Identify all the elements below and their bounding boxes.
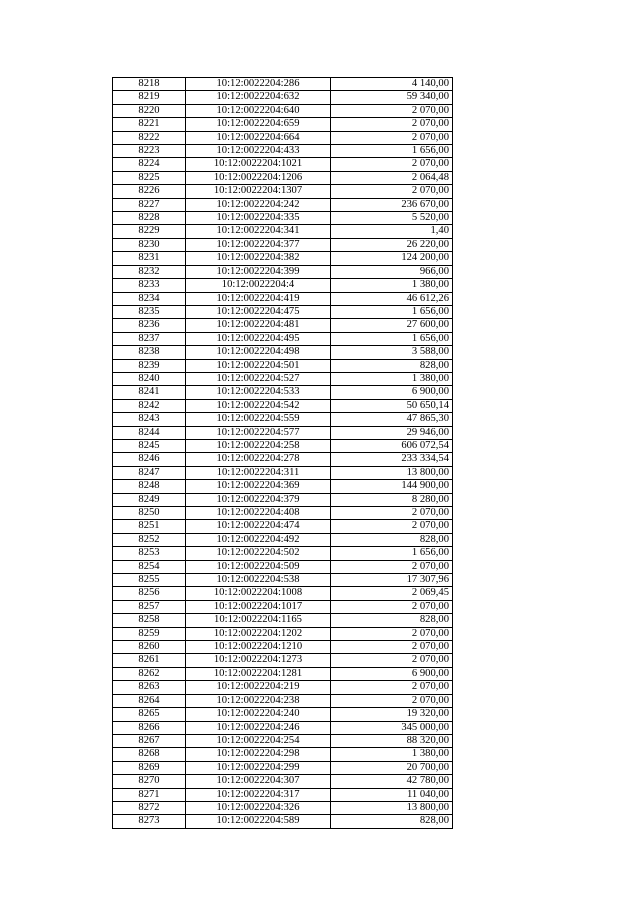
cadastral-number-cell: 10:12:0022204:382 [186,252,331,265]
table-row [113,627,453,640]
row-id-cell: 8246 [113,453,186,466]
row-id-cell: 8273 [113,815,186,828]
amount-cell: 27 600,00 [331,319,453,332]
cadastral-number-cell: 10:12:0022204:664 [186,131,331,144]
amount-cell: 2 070,00 [331,694,453,707]
amount-cell: 59 340,00 [331,91,453,104]
row-id-cell: 8224 [113,158,186,171]
amount-cell: 1 656,00 [331,332,453,345]
cadastral-number-cell: 10:12:0022204:317 [186,788,331,801]
table-row [113,171,453,184]
table-row [113,815,453,828]
cadastral-number-cell: 10:12:0022204:258 [186,439,331,452]
table-row [113,198,453,211]
amount-cell: 19 320,00 [331,708,453,721]
row-id-cell: 8235 [113,305,186,318]
amount-cell: 2 070,00 [331,104,453,117]
amount-cell: 124 200,00 [331,252,453,265]
table-row [113,145,453,158]
amount-cell: 966,00 [331,265,453,278]
cadastral-number-cell: 10:12:0022204:492 [186,533,331,546]
amount-cell: 2 064,48 [331,171,453,184]
row-id-cell: 8242 [113,399,186,412]
amount-cell: 11 040,00 [331,788,453,801]
table-row [113,439,453,452]
cadastral-number-cell: 10:12:0022204:299 [186,761,331,774]
cadastral-number-cell: 10:12:0022204:1281 [186,667,331,680]
cadastral-number-cell: 10:12:0022204:1206 [186,171,331,184]
row-id-cell: 8223 [113,145,186,158]
amount-cell: 5 520,00 [331,212,453,225]
amount-cell: 47 865,30 [331,413,453,426]
table-row [113,413,453,426]
amount-cell: 20 700,00 [331,761,453,774]
table-row [113,252,453,265]
table-row [113,681,453,694]
row-id-cell: 8255 [113,574,186,587]
amount-cell: 6 900,00 [331,386,453,399]
amount-cell: 606 072,54 [331,439,453,452]
cadastral-number-cell: 10:12:0022204:527 [186,372,331,385]
amount-cell: 345 000,00 [331,721,453,734]
table-row [113,761,453,774]
row-id-cell: 8253 [113,547,186,560]
row-id-cell: 8270 [113,775,186,788]
cadastral-number-cell: 10:12:0022204:254 [186,734,331,747]
amount-cell: 233 334,54 [331,453,453,466]
cadastral-number-cell: 10:12:0022204:559 [186,413,331,426]
row-id-cell: 8226 [113,185,186,198]
row-id-cell: 8233 [113,279,186,292]
cadastral-number-cell: 10:12:0022204:238 [186,694,331,707]
amount-cell: 1 380,00 [331,748,453,761]
cadastral-number-cell: 10:12:0022204:589 [186,815,331,828]
amount-cell: 2 070,00 [331,560,453,573]
table-row [113,131,453,144]
table-row [113,372,453,385]
amount-cell: 13 800,00 [331,466,453,479]
row-id-cell: 8269 [113,761,186,774]
row-id-cell: 8218 [113,78,186,91]
row-id-cell: 8256 [113,587,186,600]
cadastral-number-cell: 10:12:0022204:632 [186,91,331,104]
table-row [113,507,453,520]
table-row [113,600,453,613]
table-row [113,78,453,91]
cadastral-number-cell: 10:12:0022204:379 [186,493,331,506]
row-id-cell: 8244 [113,426,186,439]
table-row [113,453,453,466]
table-row [113,654,453,667]
row-id-cell: 8245 [113,439,186,452]
amount-cell: 29 946,00 [331,426,453,439]
table-row [113,587,453,600]
table-row [113,493,453,506]
table-row [113,185,453,198]
cadastral-number-cell: 10:12:0022204:246 [186,721,331,734]
cadastral-number-cell: 10:12:0022204:495 [186,332,331,345]
cadastral-number-cell: 10:12:0022204:577 [186,426,331,439]
table-row [113,533,453,546]
cadastral-number-cell: 10:12:0022204:369 [186,480,331,493]
row-id-cell: 8220 [113,104,186,117]
cadastral-number-cell: 10:12:0022204:1307 [186,185,331,198]
cadastral-number-cell: 10:12:0022204:399 [186,265,331,278]
cadastral-number-cell: 10:12:0022204:298 [186,748,331,761]
cadastral-number-cell: 10:12:0022204:640 [186,104,331,117]
row-id-cell: 8239 [113,359,186,372]
row-id-cell: 8254 [113,560,186,573]
row-id-cell: 8265 [113,708,186,721]
amount-cell: 236 670,00 [331,198,453,211]
table-row [113,775,453,788]
cadastral-number-cell: 10:12:0022204:433 [186,145,331,158]
cadastral-number-cell: 10:12:0022204:219 [186,681,331,694]
amount-cell: 3 588,00 [331,346,453,359]
table-row [113,91,453,104]
table-row [113,305,453,318]
amount-cell: 26 220,00 [331,238,453,251]
cadastral-number-cell: 10:12:0022204:240 [186,708,331,721]
amount-cell: 42 780,00 [331,775,453,788]
cadastral-number-cell: 10:12:0022204:498 [186,346,331,359]
amount-cell: 6 900,00 [331,667,453,680]
table-row [113,520,453,533]
cadastral-number-cell: 10:12:0022204:474 [186,520,331,533]
row-id-cell: 8261 [113,654,186,667]
table-row [113,721,453,734]
row-id-cell: 8247 [113,466,186,479]
table-row [113,292,453,305]
row-id-cell: 8241 [113,386,186,399]
table-row [113,346,453,359]
amount-cell: 1 656,00 [331,305,453,318]
table-row [113,708,453,721]
row-id-cell: 8237 [113,332,186,345]
table-row [113,574,453,587]
cadastral-number-cell: 10:12:0022204:481 [186,319,331,332]
cadastral-number-cell: 10:12:0022204:341 [186,225,331,238]
amount-cell: 13 800,00 [331,801,453,814]
cadastral-number-cell: 10:12:0022204:502 [186,547,331,560]
cadastral-number-cell: 10:12:0022204:1021 [186,158,331,171]
amount-cell: 2 069,45 [331,587,453,600]
table-row [113,279,453,292]
amount-cell: 1 656,00 [331,547,453,560]
row-id-cell: 8248 [113,480,186,493]
table-row [113,614,453,627]
table-row [113,801,453,814]
row-id-cell: 8238 [113,346,186,359]
amount-cell: 144 900,00 [331,480,453,493]
row-id-cell: 8243 [113,413,186,426]
table-row [113,466,453,479]
cadastral-number-cell: 10:12:0022204:1202 [186,627,331,640]
cadastral-number-cell: 10:12:0022204:4 [186,279,331,292]
data-table [112,77,453,829]
row-id-cell: 8227 [113,198,186,211]
amount-cell: 828,00 [331,533,453,546]
amount-cell: 2 070,00 [331,507,453,520]
row-id-cell: 8267 [113,734,186,747]
row-id-cell: 8257 [113,600,186,613]
table-row [113,399,453,412]
table-body [113,78,453,829]
table-row [113,694,453,707]
table-row [113,560,453,573]
table-row [113,386,453,399]
table-row [113,158,453,171]
cadastral-number-cell: 10:12:0022204:1008 [186,587,331,600]
table-row [113,238,453,251]
row-id-cell: 8234 [113,292,186,305]
row-id-cell: 8249 [113,493,186,506]
amount-cell: 2 070,00 [331,185,453,198]
row-id-cell: 8240 [113,372,186,385]
table-row [113,118,453,131]
cadastral-number-cell: 10:12:0022204:659 [186,118,331,131]
amount-cell: 46 612,26 [331,292,453,305]
table-row [113,319,453,332]
row-id-cell: 8236 [113,319,186,332]
row-id-cell: 8251 [113,520,186,533]
table-row [113,104,453,117]
table-row [113,225,453,238]
amount-cell: 828,00 [331,815,453,828]
cadastral-number-cell: 10:12:0022204:286 [186,78,331,91]
row-id-cell: 8219 [113,91,186,104]
amount-cell: 2 070,00 [331,131,453,144]
cadastral-number-cell: 10:12:0022204:475 [186,305,331,318]
amount-cell: 2 070,00 [331,654,453,667]
cadastral-number-cell: 10:12:0022204:538 [186,574,331,587]
amount-cell: 2 070,00 [331,158,453,171]
amount-cell: 828,00 [331,614,453,627]
row-id-cell: 8232 [113,265,186,278]
amount-cell: 1 380,00 [331,279,453,292]
table-row [113,332,453,345]
row-id-cell: 8225 [113,171,186,184]
cadastral-number-cell: 10:12:0022204:408 [186,507,331,520]
cadastral-number-cell: 10:12:0022204:278 [186,453,331,466]
table-row [113,734,453,747]
amount-cell: 1 656,00 [331,145,453,158]
amount-cell: 50 650,14 [331,399,453,412]
row-id-cell: 8259 [113,627,186,640]
cadastral-number-cell: 10:12:0022204:509 [186,560,331,573]
amount-cell: 2 070,00 [331,627,453,640]
row-id-cell: 8228 [113,212,186,225]
amount-cell: 17 307,96 [331,574,453,587]
cadastral-number-cell: 10:12:0022204:1017 [186,600,331,613]
cadastral-number-cell: 10:12:0022204:377 [186,238,331,251]
row-id-cell: 8271 [113,788,186,801]
table-row [113,212,453,225]
table-row [113,641,453,654]
cadastral-number-cell: 10:12:0022204:1273 [186,654,331,667]
cadastral-number-cell: 10:12:0022204:242 [186,198,331,211]
table-row [113,788,453,801]
amount-cell: 2 070,00 [331,520,453,533]
amount-cell: 2 070,00 [331,118,453,131]
row-id-cell: 8229 [113,225,186,238]
amount-cell: 1 380,00 [331,372,453,385]
amount-cell: 2 070,00 [331,641,453,654]
table-row [113,748,453,761]
cadastral-number-cell: 10:12:0022204:1165 [186,614,331,627]
cadastral-number-cell: 10:12:0022204:533 [186,386,331,399]
table-row [113,667,453,680]
row-id-cell: 8266 [113,721,186,734]
amount-cell: 4 140,00 [331,78,453,91]
cadastral-number-cell: 10:12:0022204:311 [186,466,331,479]
row-id-cell: 8272 [113,801,186,814]
amount-cell: 1,40 [331,225,453,238]
row-id-cell: 8264 [113,694,186,707]
cadastral-number-cell: 10:12:0022204:542 [186,399,331,412]
table-row [113,480,453,493]
table-row [113,426,453,439]
cadastral-number-cell: 10:12:0022204:419 [186,292,331,305]
row-id-cell: 8258 [113,614,186,627]
table-row [113,359,453,372]
cadastral-number-cell: 10:12:0022204:1210 [186,641,331,654]
table-row [113,265,453,278]
amount-cell: 828,00 [331,359,453,372]
row-id-cell: 8230 [113,238,186,251]
cadastral-number-cell: 10:12:0022204:326 [186,801,331,814]
row-id-cell: 8262 [113,667,186,680]
amount-cell: 8 280,00 [331,493,453,506]
row-id-cell: 8221 [113,118,186,131]
row-id-cell: 8260 [113,641,186,654]
row-id-cell: 8263 [113,681,186,694]
table-row [113,547,453,560]
amount-cell: 2 070,00 [331,681,453,694]
row-id-cell: 8222 [113,131,186,144]
cadastral-number-cell: 10:12:0022204:307 [186,775,331,788]
cadastral-number-cell: 10:12:0022204:501 [186,359,331,372]
row-id-cell: 8252 [113,533,186,546]
row-id-cell: 8250 [113,507,186,520]
amount-cell: 2 070,00 [331,600,453,613]
row-id-cell: 8268 [113,748,186,761]
row-id-cell: 8231 [113,252,186,265]
cadastral-number-cell: 10:12:0022204:335 [186,212,331,225]
amount-cell: 88 320,00 [331,734,453,747]
